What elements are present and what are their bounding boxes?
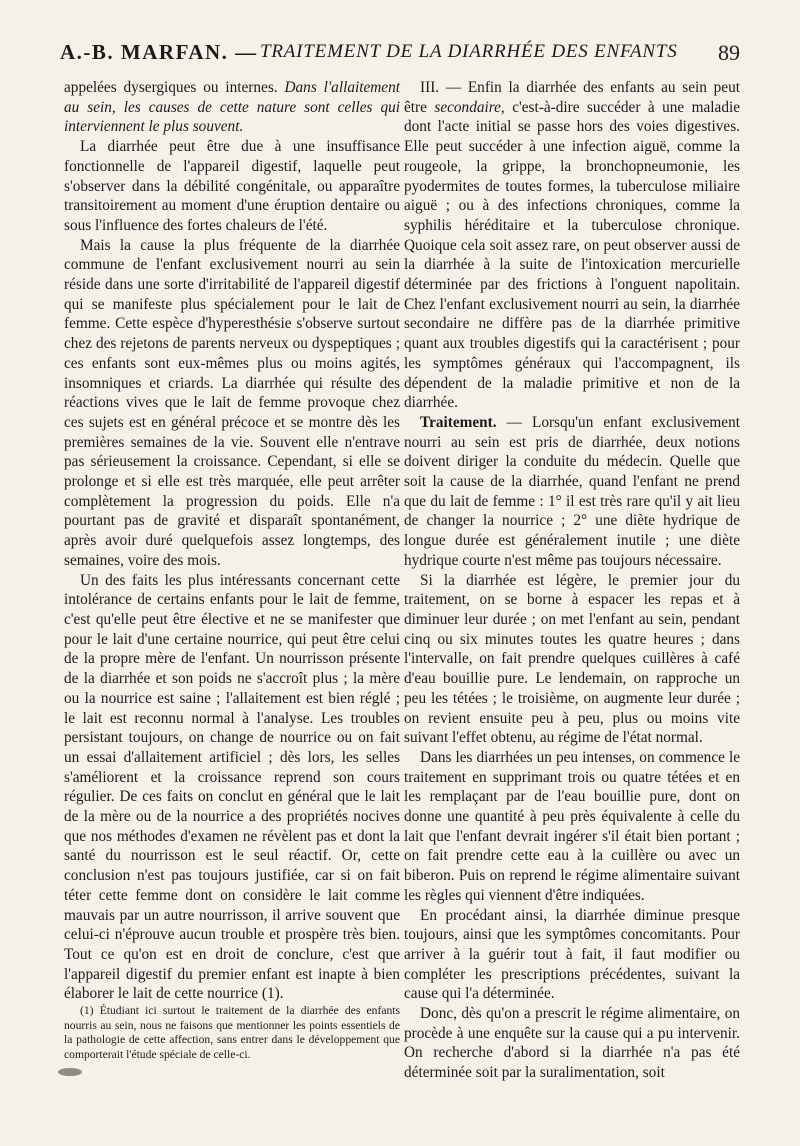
header-title: TRAITEMENT DE LA DIARRHÉE DES ENFANTS	[260, 41, 678, 62]
ink-smudge	[58, 1068, 82, 1076]
left-column	[64, 78, 400, 1062]
paragraph: La diarrhée peut être due à une insuffisance fonctionnelle de l'appareil digestif, laquelle peut s'observer dans la débilité congénitale, ou apparaître transitoirement au moment d'une éruption dentaire ou sous l'influence des fortes chaleurs de l'été.	[64, 138, 400, 234]
section-heading: Traitement.	[420, 413, 497, 431]
italic-text: Dans l'allaitement au sein, les causes de cette nature sont celles qui interviennent le plus souvent.	[64, 79, 400, 136]
paragraph	[404, 78, 740, 413]
paragraph: Donc, dès qu'on a prescrit le régime alimentaire, on procède à une enquête sur la cause qui a pu intervenir. On recherche d'abord si la diarrhée n'a pas été déterminée soit par la suralimentation, soit	[404, 1005, 740, 1082]
paragraph: Mais la cause la plus fréquente de la diarrhée commune de l'enfant exclusivement nourri au sein réside dans une sorte d'irritabilité de l'appareil digestif qui se manifeste plus spécialement pour le lait de femme. Cette espèce d'hyperesthésie s'observe surtout chez des rejetons de parents nerveux ou dyspeptiques ; ces enfants sont eux-mêmes plus ou moins agités, insomniques et criards. La diarrhée qui résulte des réactions vives que le lait de femme provoque chez ces sujets est en général précoce et se montre dès les premières semaines de la vie. Souvent elle n'entrave pas sérieusement la croissance. Cependant, si elle se prolonge et si elle est très marquée, elle peut arrêter complètement la progression du poids. Elle n'a pourtant pas de gravité et disparaît spontanément, après avoir duré quelquefois assez longtemps, des semaines, voire des mois.	[64, 236, 400, 569]
text-run: c'est-à-dire succéder à une maladie dont l'acte initial se passe hors des voies digestives. Elle peut succéder à une infection aiguë, comme la rougeole, la grippe, la bronchopneumonie, les pyodermites de toutes formes, la tuberculose miliaire aiguë ; ou à des infections chroniques, comme la syphilis héréditaire et la tuberculose chronique. Quoique cela soit assez rare, on peut observer aussi de la diarrhée à la suite de l'intoxication mercurielle déterminée par des frictions à l'onguent napolitain. Chez l'enfant exclusivement nourri au sein, la diarrhée secondaire ne diffère pas de la diarrhée primitive quant aux troubles digestifs qui la caractérisent ; pour les symptômes généraux qui l'accompagnent, ils dépendent de la maladie primitive et non de la diarrhée.	[404, 98, 741, 412]
paragraph: En procédant ainsi, la diarrhée diminue presque toujours, ainsi que les symptômes concomitants. Pour arriver à la guérir tout à fait, il faut modifier ou compléter les prescriptions précédentes, suivant la cause qui l'a déterminée.	[404, 906, 740, 1003]
right-column	[404, 78, 740, 1083]
text-run: III. — Enfin la diarrhée des enfants au sein peut être	[404, 79, 740, 116]
header-author: A.-B. MARFAN. —	[60, 40, 258, 64]
paragraph	[404, 413, 740, 571]
paragraph	[64, 78, 400, 137]
italic-text: secondaire,	[434, 98, 505, 116]
paragraph: Si la diarrhée est légère, le premier jour du traitement, on se borne à espacer les repas et à diminuer leur durée ; on met l'enfant au sein, pendant cinq ou six minutes toutes les quatre heures ; dans l'intervalle, on fait prendre quelques cuillères à café d'eau bouillie pure. Le lendemain, on rapproche un peu les tétées ; le troisième, on augmente leur durée ; on revient ensuite peu à peu, plus ou moins vite suivant l'effet obtenu, au régime de l'état normal.	[404, 571, 740, 747]
footnote: (1) Étudiant ici surtout le traitement de la diarrhée des enfants nourris au sein, nous ne faisons que mentionner les points essentiels de la pathologie de cette affection, sans entrer dans le développement que comporterait l'étude spéciale de celle-ci.	[64, 1004, 400, 1061]
page-number: 89	[718, 40, 740, 65]
text-run: appelées dysergiques ou internes.	[64, 79, 278, 96]
paragraph: Un des faits les plus intéressants concernant cette intolérance de certains enfants pour le lait de femme, c'est qu'elle peut être élective et ne se manifester que pour le lait d'une certaine nourrice, qui peut être celui de la propre mère de l'enfant. Un nourrisson présente de la diarrhée et son poids ne s'accroît plus ; la mère ou la nourrice est saine ; l'allaitement est bien réglé ; le lait est reconnu normal à l'analyse. Les troubles persistant toujours, on change de nourrice ou on fait un essai d'allaitement artificiel ; dès lors, les selles s'améliorent et la croissance reprend son cours régulier. De ces faits on conclut en général que le lait de la mère ou de la nourrice a des propriétés nocives que nos méthodes d'examen ne révèlent pas et dont la santé du nourrisson est le seul réactif. Or, cette conclusion n'est pas toujours justifiée, car si on fait téter cette femme dont on considère le lait comme mauvais par un autre nourrisson, il arrive souvent que celui-ci n'éprouve aucun trouble et prospère très bien. Tout ce qu'on est en droit de conclure, c'est que l'appareil digestif du premier enfant est inapte à bien élaborer le lait de cette nourrice (1).	[64, 571, 400, 1003]
text-run: — Lorsqu'un enfant exclusivement nourri au sein est pris de diarrhée, deux notions doivent diriger la conduite du médecin. Quelle que soit la cause de la diarrhée, quand l'enfant ne prend que du lait de femme : 1° il est très rare qu'il y ait lieu de changer la nourrice ; 2° une diète hydrique de longue durée est généralement inutile ; une diète hydrique courte n'est même pas toujours nécessaire.	[404, 413, 740, 569]
running-header	[60, 40, 740, 74]
paragraph: Dans les diarrhées un peu intenses, on commence le traitement en supprimant trois ou quatre tétées et en les remplaçant par de l'eau bouillie pure, dont on donne une quantité à peu près équivalente à celle du lait que l'enfant devrait ingérer s'il était bien portant ; on fait prendre cette eau à la cuillère ou avec un biberon. Puis on reprend le régime alimentaire suivant les règles qui viennent d'être indiquées.	[404, 748, 740, 904]
